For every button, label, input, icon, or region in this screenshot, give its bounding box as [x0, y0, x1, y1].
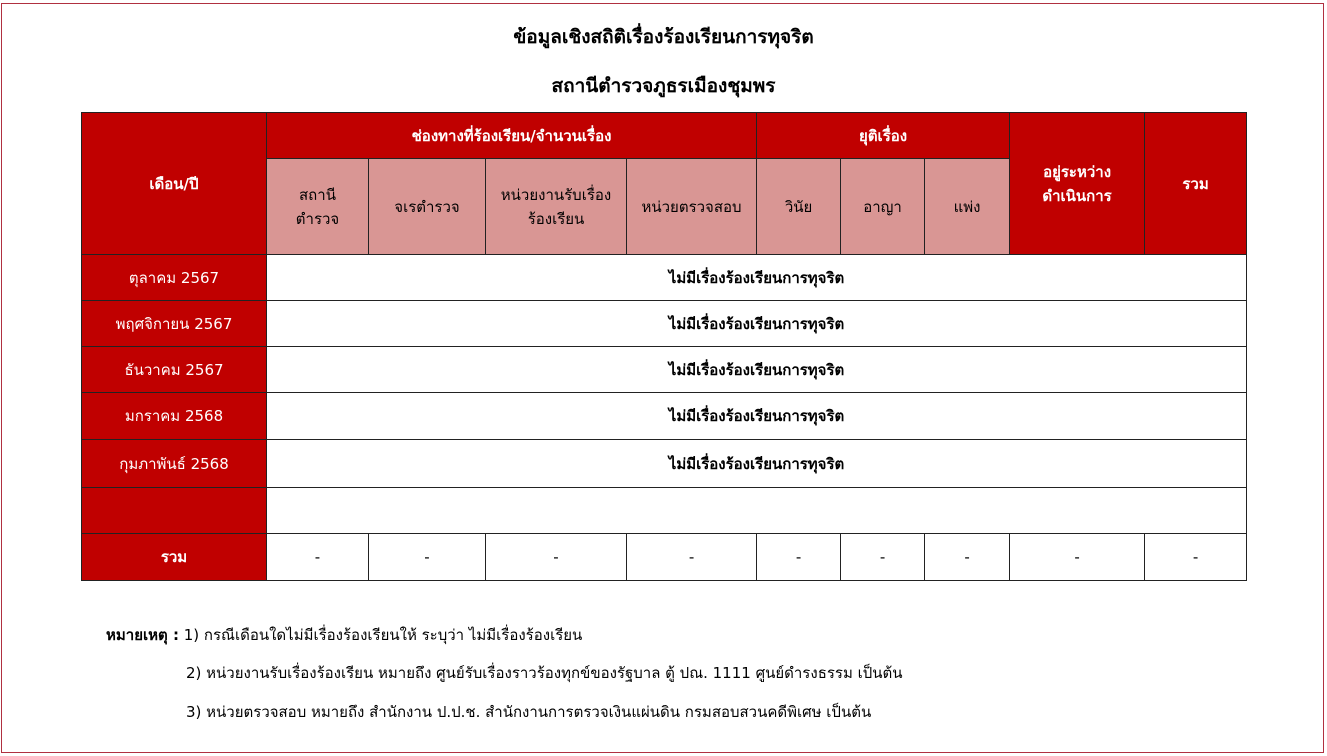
row-month: กุมภาพันธ์ 2568	[82, 440, 267, 488]
header-channels-group: ช่องทางที่ร้องเรียน/จำนวนเรื่อง	[267, 113, 757, 159]
header-resolved-discipline: วินัย	[757, 159, 841, 255]
table-row	[82, 255, 1247, 301]
total-row	[82, 534, 1247, 581]
note-text: 1) กรณีเดือนใดไม่มีเรื่องร้องเรียนให้ ระบุว่า ไม่มีเรื่องร้องเรียน	[183, 626, 583, 644]
header-resolved-group: ยุติเรื่อง	[757, 113, 1010, 159]
page-title: ข้อมูลเชิงสถิติเรื่องร้องเรียนการทุจริต	[513, 26, 814, 48]
table-row	[82, 440, 1247, 488]
header-in-progress: อยู่ระหว่าง ดำเนินการ	[1010, 113, 1145, 255]
total-label: รวม	[82, 534, 267, 581]
row-month	[82, 488, 267, 534]
total-cell: -	[267, 534, 369, 581]
table-row	[82, 301, 1247, 347]
total-cell: -	[1010, 534, 1145, 581]
row-status: ไม่มีเรื่องร้องเรียนการทุจริต	[267, 393, 1247, 440]
note-text: 3) หน่วยตรวจสอบ หมายถึง สำนักงาน ป.ป.ช. สำนักงานการตรวจเงินแผ่นดิน กรมสอบสวนคดีพิเศษ เป็นต้น	[186, 703, 872, 721]
row-status: ไม่มีเรื่องร้องเรียนการทุจริต	[267, 255, 1247, 301]
page-subtitle: สถานีตำรวจภูธรเมืองชุมพร	[551, 75, 776, 97]
row-status: ไม่มีเรื่องร้องเรียนการทุจริต	[267, 301, 1247, 347]
total-cell: -	[627, 534, 757, 581]
note-3	[186, 700, 871, 724]
header-channel-complaint-agency: หน่วยงานรับเรื่อง ร้องเรียน	[486, 159, 627, 255]
total-cell: -	[1145, 534, 1247, 581]
note-2	[186, 661, 903, 685]
total-cell: -	[841, 534, 925, 581]
table-row	[82, 393, 1247, 440]
total-cell: -	[369, 534, 486, 581]
header-resolved-civil: แพ่ง	[925, 159, 1010, 255]
total-cell: -	[925, 534, 1010, 581]
table-row	[82, 347, 1247, 393]
row-status: ไม่มีเรื่องร้องเรียนการทุจริต	[267, 440, 1247, 488]
note-text: 2) หน่วยงานรับเรื่องร้องเรียน หมายถึง ศูนย์รับเรื่องราวร้องทุกข์ของรัฐบาล ตู้ ปณ. 1111 ศูนย์ดำรงธรรม เป็นต้น	[186, 664, 903, 682]
header-total: รวม	[1145, 113, 1247, 255]
row-month: มกราคม 2568	[82, 393, 267, 440]
notes-label: หมายเหตุ :	[106, 626, 179, 644]
header-resolved-criminal: อาญา	[841, 159, 925, 255]
header-month-year: เดือน/ปี	[82, 113, 267, 255]
header-channel-audit-agency: หน่วยตรวจสอบ	[627, 159, 757, 255]
table-row	[82, 488, 1247, 534]
header-channel-station: สถานี ตำรวจ	[267, 159, 369, 255]
note-1	[106, 623, 582, 647]
row-month: พฤศจิกายน 2567	[82, 301, 267, 347]
row-status	[267, 488, 1247, 534]
total-cell: -	[757, 534, 841, 581]
header-channel-inspector: จเรตำรวจ	[369, 159, 486, 255]
row-month: ตุลาคม 2567	[82, 255, 267, 301]
row-month: ธันวาคม 2567	[82, 347, 267, 393]
row-status: ไม่มีเรื่องร้องเรียนการทุจริต	[267, 347, 1247, 393]
total-cell: -	[486, 534, 627, 581]
statistics-table	[81, 112, 1247, 581]
